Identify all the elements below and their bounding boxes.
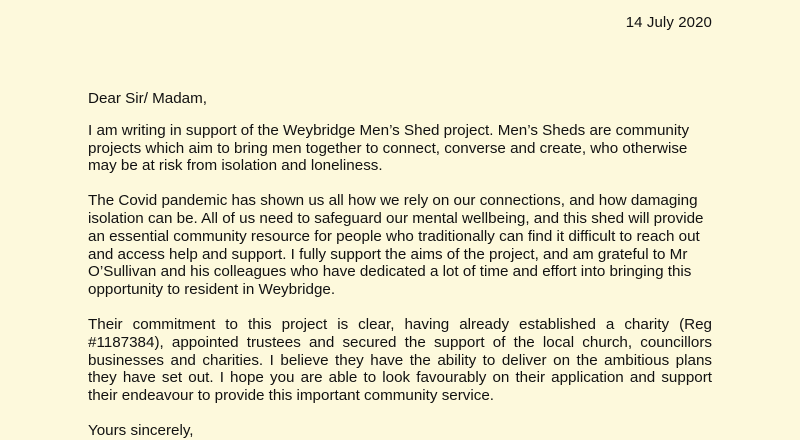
closing: Yours sincerely, [88, 421, 194, 439]
letter-body [88, 90, 712, 440]
paragraph-commitment: Their commitment to this project is clear, having already established a charity (Reg #1187384), appointed trustees and secured the support of the local church, councillors businesses and charities. I believe they have the ability to deliver on the ambitious plans they have set out. I hope you are able to look favourably on their application and support their endeavour to provide this important community service. [88, 315, 712, 405]
paragraph-intro: I am writing in support of the Weybridge Men’s Shed project. Men’s Sheds are community projects which aim to bring men together to connect, converse and create, who otherwise may be at risk from isolation and loneliness. [88, 121, 690, 175]
salutation: Dear Sir/ Madam, [88, 90, 208, 107]
paragraph-covid: The Covid pandemic has shown us all how we rely on our connections, and how damaging isolation can be. All of us need to safeguard our mental wellbeing, and this shed will provide an essential community resource for people who traditionally can find it difficult to reach out and access help and support. I fully support the aims of the project, and am grateful to Mr O’Sullivan and his colleagues who have dedicated a lot of time and effort into bringing this opportunity to resident in Weybridge. [88, 192, 704, 299]
letter-date: 14 July 2020 [625, 14, 712, 31]
